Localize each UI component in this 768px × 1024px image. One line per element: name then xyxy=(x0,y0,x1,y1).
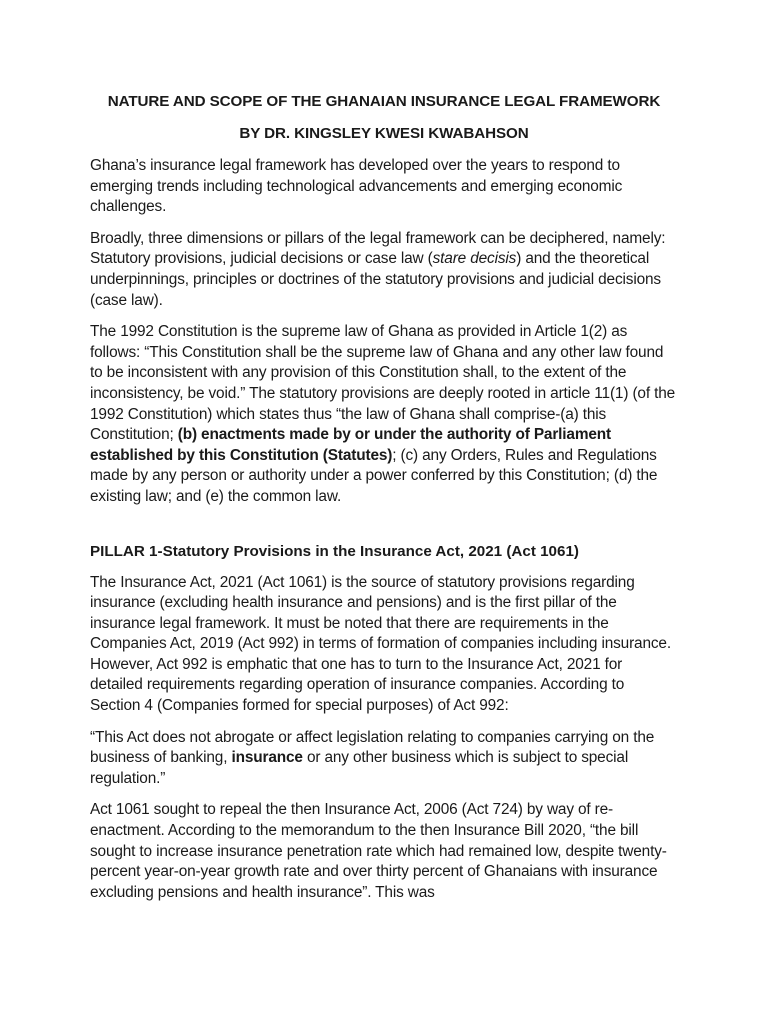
paragraph-pillars-text-2: ) and the theoretical underpinnings, principles or doctrines of the statutory provisions and judicial decisions (case law). xyxy=(90,250,661,309)
paragraph-pillars xyxy=(90,229,678,311)
stare-decisis-italic: stare decisis xyxy=(432,250,517,268)
quote-text-2: or any other business which is subject to special regulation.” xyxy=(90,749,629,787)
quote-text-1: “This Act does not abrogate or affect legislation relating to companies carrying on the business of banking, xyxy=(90,728,655,767)
document-title: NATURE AND SCOPE OF THE GHANAIAN INSURANCE LEGAL FRAMEWORK xyxy=(107,93,661,110)
document-page xyxy=(90,92,678,914)
insurance-bold: insurance xyxy=(231,749,303,767)
paragraph-insurance-act: The Insurance Act, 2021 (Act 1061) is the source of statutory provisions regarding insurance (excluding health insurance and pensions) and is the first pillar of the insurance legal framework. It must be noted that there are requirements in the Companies Act, 2019 (Act 992) in terms of formation of companies including insurance. However, Act 992 is emphatic that one has to turn to the Insurance Act, 2021 for detailed requirements regarding operation of insurance companies. According to Section 4 (Companies formed for special purposes) of Act 992: xyxy=(90,573,671,715)
paragraph-act-1061: Act 1061 sought to repeal the then Insurance Act, 2006 (Act 724) by way of re-enactment. According to the memorandum to the then Insurance Bill 2020, “the bill sought to increase insurance penetration rate which had remained low, despite twenty-percent year-on-year growth rate and over thirty percent of Ghanaians with insurance excluding pensions and health insurance”. This was xyxy=(90,801,667,901)
document-author: BY DR. KINGSLEY KWESI KWABAHSON xyxy=(239,125,529,142)
paragraph-constitution xyxy=(90,322,678,507)
statutes-bold: (b) enactments made by or under the authority of Parliament established by this Constitution (Statutes) xyxy=(90,426,612,464)
section-heading-pillar-1: PILLAR 1-Statutory Provisions in the Insurance Act, 2021 (Act 1061) xyxy=(90,542,579,560)
paragraph-constitution-text-1: The 1992 Constitution is the supreme law of Ghana as provided in Article 1(2) as follows: “This Constitution shall be the supreme law of Ghana and any other law found to be inconsistent with any provision of this Constitution shall, to the extent of the inconsistency, be void.” The statutory provisions are deeply rooted in article 11(1) (of the 1992 Constitution) which states thus “the law of Ghana shall comprise-(a) this Constitution; xyxy=(90,323,676,444)
paragraph-constitution-text-2: ; (c) any Orders, Rules and Regulations made by any person or authority under a power conferred by this Constitution; (d) the existing law; and (e) the common law. xyxy=(90,446,658,505)
paragraph-quote xyxy=(90,728,678,790)
paragraph-intro: Ghana’s insurance legal framework has developed over the years to respond to emerging trends including technological advancements and emerging economic challenges. xyxy=(90,157,623,216)
paragraph-pillars-text-1: Broadly, three dimensions or pillars of the legal framework can be deciphered, namely: Statutory provisions, judicial decisions or case law ( xyxy=(90,229,666,268)
